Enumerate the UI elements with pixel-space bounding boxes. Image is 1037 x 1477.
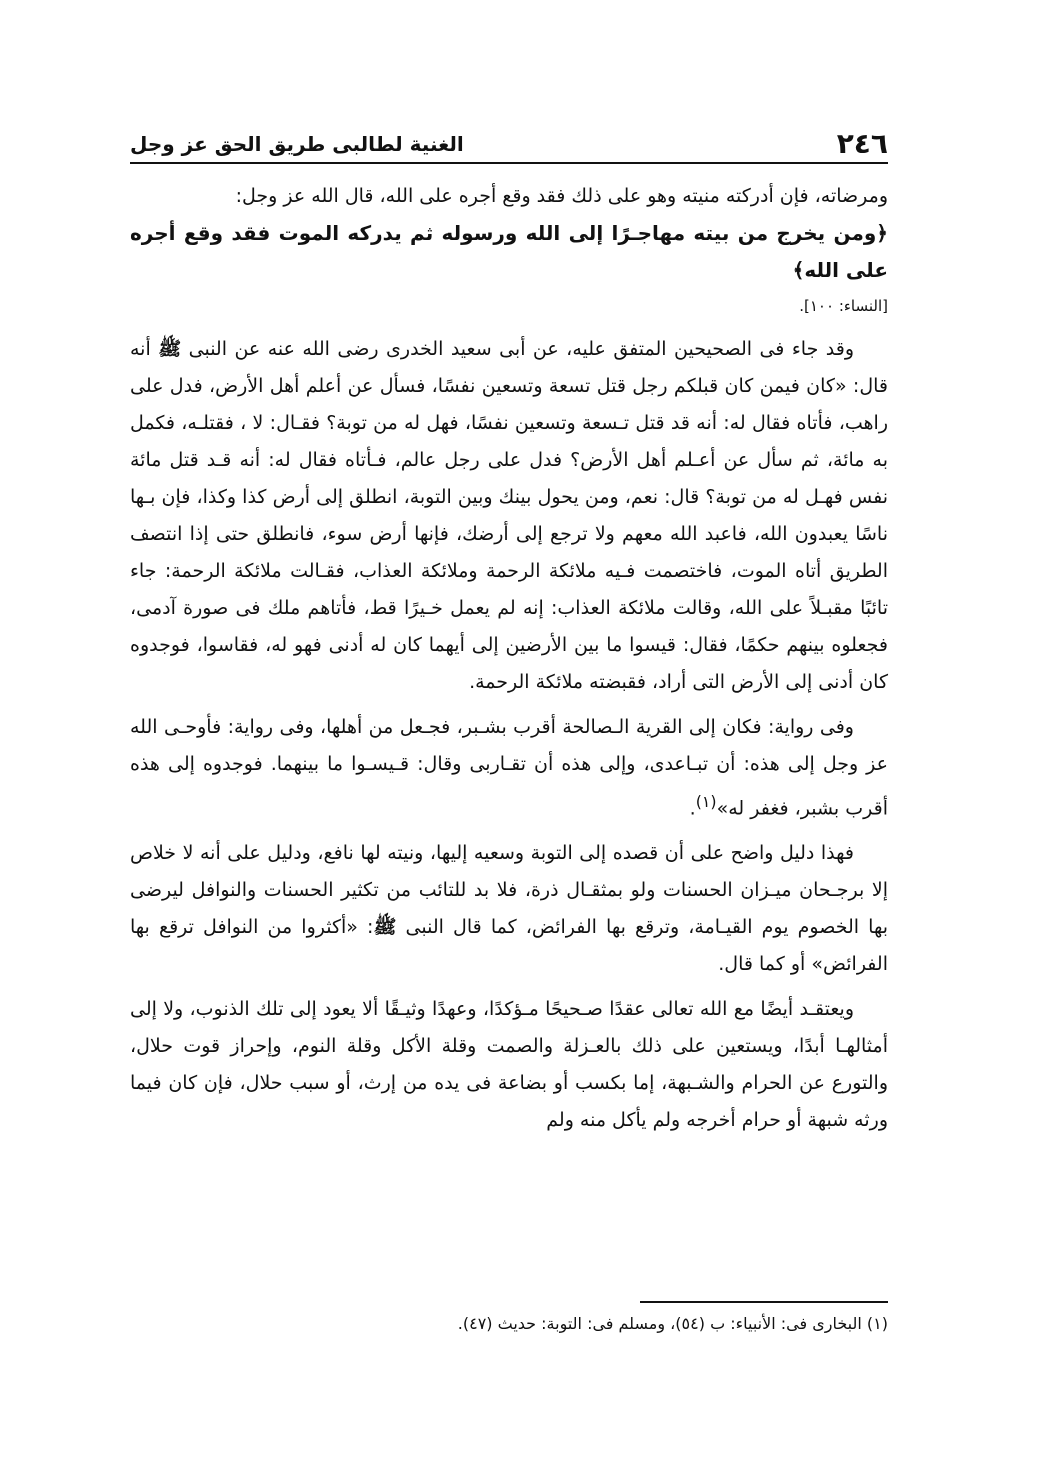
paragraph-narration	[130, 709, 888, 827]
verse-citation: [النساء: ١٠٠].	[799, 297, 888, 315]
quran-verse: ﴿ومن يخرج من بيته مهاجـرًا إلى الله ورسوله ثم يدركه الموت فقد وقع أجره على الله﴾	[130, 221, 888, 282]
running-title: الغنية لطالبى طريق الحق عز وجل	[130, 132, 464, 156]
paragraph-hadith	[130, 331, 888, 701]
page-header	[130, 120, 888, 164]
honorific-symbol: ﷺ	[158, 338, 182, 360]
header-divider	[130, 162, 888, 164]
paragraph-belief: ويعتقـد أيضًا مع الله تعالى عقدًا صـحيحًا مـؤكدًا، وعهدًا وثيـقًا ألا يعود إلى تلك الذنوب، ولا إلى أمثالهـا أبدًا، ويستعين على ذلك بالعـزلة والصمت وقلة الأكل وقلة النوم، وإحراز قوت حلال، والتورع عن الحرام والشـبهة، إما بكسب أو بضاعة فى يده من إرث، أو سبب حلال، فإن كان فيما ورثه شبهة أو حرام أخرجه ولم يأكل منه ولم	[130, 998, 888, 1132]
hadith-intro: وقد جاء فى الصحيحين المتفق عليه، عن أبى سعيد الخدرى رضى الله عنه عن النبى	[181, 338, 855, 360]
paragraph-intro	[130, 178, 888, 215]
footnote-divider	[640, 1301, 888, 1303]
intro-text: ومرضاته، فإن أدركته منيته وهو على ذلك فقد وقع أجره على الله، قال الله عز وجل:	[235, 185, 888, 207]
narration-end: .	[689, 797, 696, 820]
hadith-text: أنه قال: «كان فيمن كان قبلكم رجل قتل تسعة وتسعين نفسًا، فسأل عن أعلم أهل الأرض، فدل على راهب، فأتاه فقال له: أنه قد قتل تـسعة وتسعين نفسًا، فهل له من توبة؟ فقـال: لا ، فقتلـه، فكمل به مائة، ثم سأل عن أعـلم أهل الأرض؟ فدل على رجل عالم، فـأتاه فقال له: أنه قـد قتل مائة نفس فهـل له من توبة؟ قال: نعم، ومن يحول بينك وبين التوبة، انطلق إلى أرض كذا وكذا، فإن بـها ناسًا يعبدون الله، فاعبد الله معهم ولا ترجع إلى أرضك، فإنها أرض سوء، فانطلق حتى إذا انتصف الطريق أتاه الموت، فاختصمت فـيه ملائكة الرحمة وملائكة العذاب، فقـالت ملائكة الرحمة: جاء تائبًا مقبـلاً على الله، وقالت ملائكة العذاب: إنه لم يعمل خـيرًا قط، فأتاهم ملك فى صورة آدمى، فجعلوه بينهم حكمًا، فقال: قيسوا ما بين الأرضين إلى أيهما كان له أدنى فهو له، فقاسوا، فوجدوه كان أدنى إلى الأرض التى أراد، فقبضته ملائكة الرحمة.	[130, 338, 888, 693]
evidence-quote: : «أكثروا من النوافل ترقع بها الفرائض» أو كما قال.	[130, 916, 888, 976]
honorific-symbol: ﷺ	[373, 916, 397, 939]
footnote: (١) البخارى فى: الأنبياء: ب (٥٤)، ومسلم فى: التوبة: حديث (٤٧).	[457, 1314, 888, 1333]
footnote-reference: (١)	[695, 792, 717, 811]
page-number: ٢٤٦	[836, 127, 888, 160]
body-text	[130, 178, 888, 1139]
paragraph-evidence	[130, 835, 888, 983]
narration-text: وفى رواية: فكان إلى القرية الـصالحة أقرب بشـبر، فجـعل من أهلها، وفى رواية: فأوحـى الله عز وجل إلى هذه: أن تبـاعدى، وإلى هذه أن تقـاربى وقال: قـيسـوا ما بينهما. فوجدوه إلى هذه أقرب بشبر، فغفر له»	[130, 716, 888, 820]
evidence-text: فهذا دليل واضح على أن قصده إلى التوبة وسعيه إليها، ونيته لها نافع، ودليل على أنه لا خلاص إلا برجـحان ميـزان الحسنات ولو بمثقـال ذرة، فلا بد للتائب من تكثير الحسنات والنوافل ليرضى بها الخصوم يوم القيـامة، وترقع بها الفرائض، كما قال النبى	[130, 842, 889, 939]
